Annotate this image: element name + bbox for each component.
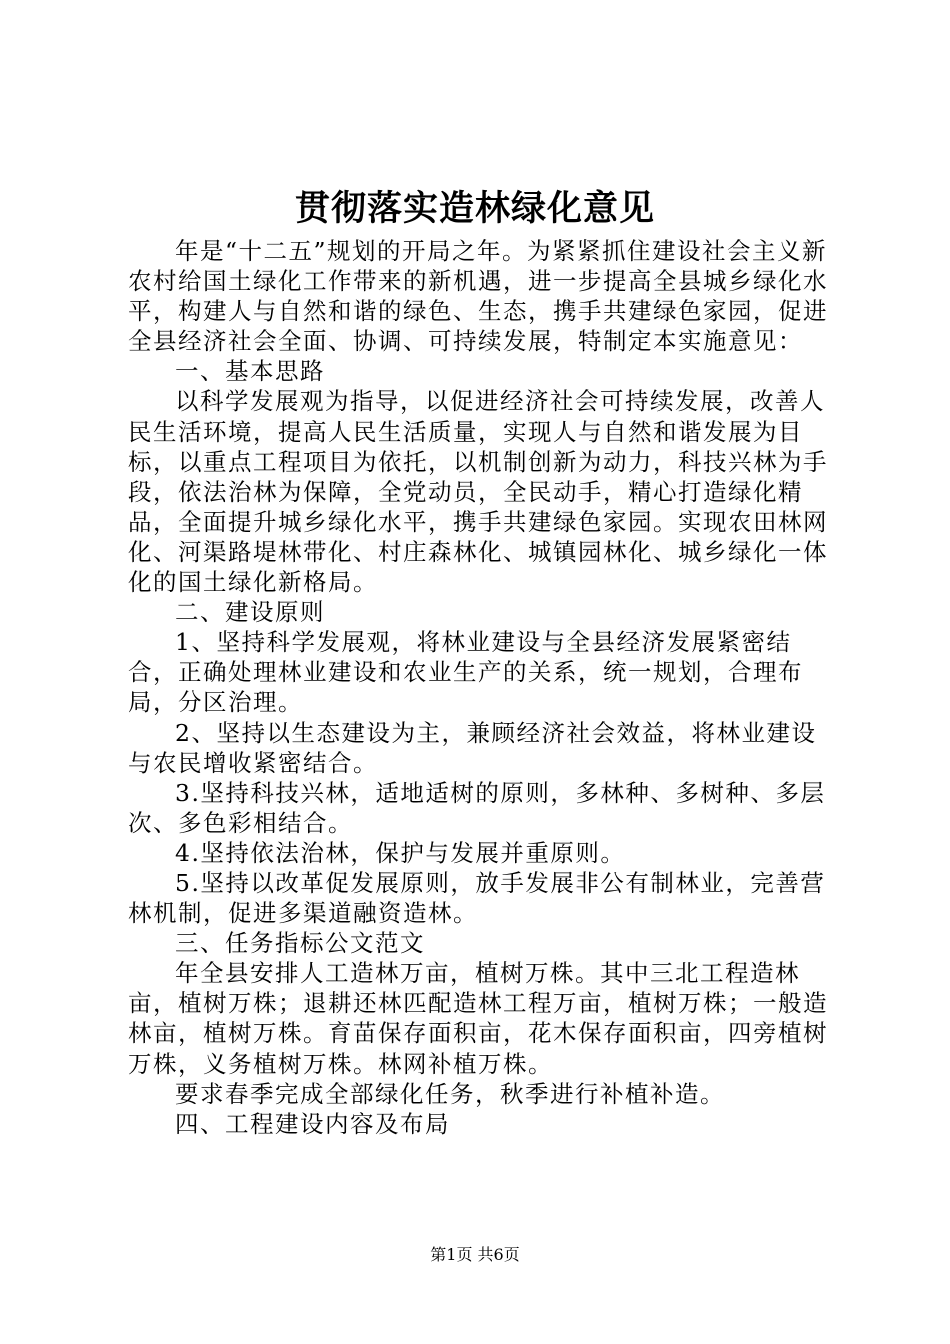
targets-paragraph: 年全县安排人工造林万亩，植树万株。其中三北工程造林亩，植树万株；退耕还林匹配造林工程万亩，植树万株；一般造林亩，植树万株。育苗保存面积亩，花木保存面积亩，四旁植树万株，义务植树万株。林网补植万株。 — [128, 959, 828, 1078]
principle-item-3: 3.坚持科技兴林，适地适树的原则，多林种、多树种、多层次、多色彩相结合。 — [128, 778, 826, 837]
page-footer: 第1页 共6页 — [430, 1245, 520, 1264]
principle-item-1: 1、坚持科学发展观，将林业建设与全县经济发展紧密结合，正确处理林业建设和农业生产的关系，统一规划，合理布局，分区治理。 — [128, 628, 803, 717]
principle-item-5: 5.坚持以改革促发展原则，放手发展非公有制林业，完善营林机制，促进多渠道融资造林。 — [128, 868, 826, 928]
schedule-paragraph: 要求春季完成全部绿化任务，秋季进行补植补造。 — [175, 1079, 725, 1108]
section-heading-basic-approach: 一、基本思路 — [175, 357, 325, 386]
section-heading-principles: 二、建设原则 — [175, 598, 325, 627]
document-body — [128, 236, 838, 1139]
document-title: 贯彻落实造林绿化意见 — [294, 188, 655, 229]
section-heading-project-layout: 四、工程建设内容及布局 — [175, 1109, 450, 1138]
principle-item-4: 4.坚持依法治林，保护与发展并重原则。 — [175, 838, 626, 867]
section-heading-targets: 三、任务指标公文范文 — [175, 929, 425, 958]
intro-paragraph: 年是“十二五”规划的开局之年。为紧紧抓住建设社会主义新农村给国土绿化工作带来的新机遇，进一步提高全县城乡绿化水平，构建人与自然和谐的绿色、生态，携手共建绿色家园，促进全县经济社会全面、协调、可持续发展，特制定本实施意见： — [128, 237, 828, 356]
principle-item-2: 2、坚持以生态建设为主，兼顾经济社会效益，将林业建设与农民增收紧密结合。 — [128, 718, 817, 777]
basic-approach-paragraph: 以科学发展观为指导，以促进经济社会可持续发展，改善人民生活环境，提高人民生活质量，实现人与自然和谐发展为目标，以重点工程项目为依托，以机制创新为动力，科技兴林为手段，依法治林为保障，全党动员，全民动手，精心打造绿化精品，全面提升城乡绿化水平，携手共建绿色家园。实现农田林网化、河渠路堤林带化、村庄森林化、城镇园林化、城乡绿化一体化的国土绿化新格局。 — [128, 387, 828, 597]
